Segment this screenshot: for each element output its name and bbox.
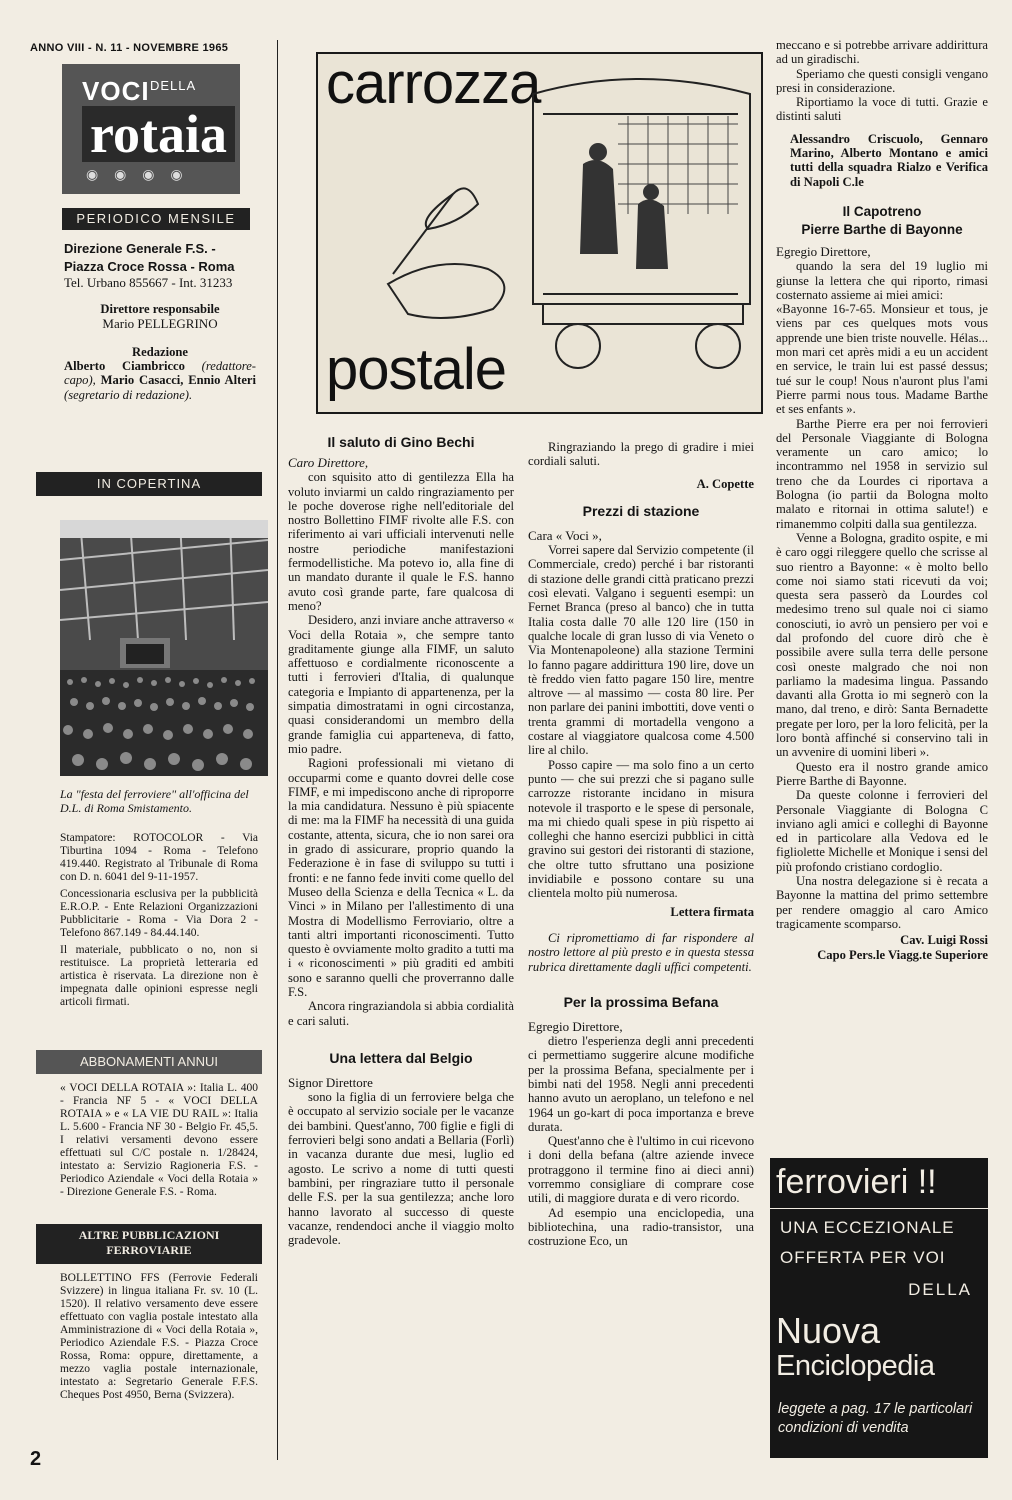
quoted-letter: «Bayonne 16-7-65. Monsieur et tous, je viens par ces quelques mots vous apprende une bien triste nouvelle. Hélas... mon mari cet après midi a eu un accident en service, le train lui est passé dessus; tué sur le coup! Nous n'auront plus l'ami Pierre parmi nous tous. Madame Barthe et ses enfants ». (776, 302, 988, 417)
paragraph: Vorrei sapere dal Servizio competente (il Commerciale, credo) perché i bar ristoranti di stazione delle grandi città praticano prezzi così elevati. Valgano i seguenti esempi: un Fernet Branca (preso al banco) che in tutta Italia costa dalle 70 alle 120 lire (150 in qualche locale di gran lusso di via Veneto o Via Montenapoleone) alla stazione Termini lo fanno pagare addirittura 190 lire, dove un tè freddo vien fatto pagare 150 lire, mentre altrove — al massimo — costa 80 lire. Per non parlare dei panini imbottiti, dove venti o trenta grammi di mortadella vengono a costare al viaggiatore qualcosa come 4.500 lire al chilo. (528, 543, 754, 758)
paragraph: dietro l'esperienza degli anni precedenti ci permettiamo suggerire alcune modifiche per la prossima Befana, specialmente per i bimbi nati del 1958. Negli anni precedenti hanno avuto un aeroplano, un telefono e nel 1964 un go-kart di poca importanza e breve durata. (528, 1034, 754, 1134)
paragraph: Venne a Bologna, gradito ospite, e mi è caro oggi rileggere quello che scrisse al suo rientro a Bayonne: « è molto bello come noi siamo stati ricevuti da voi; questa sera passerò da Lourdes col medesimo treno sul quale noi ci siamo conosciuti, io avrò un pensiero per voi e dal profondo del cuore dirò che è possibile avere sulla terra delle persone così oneste malgrado che noi non parliamo la madesima lingua. Passando davanti alla Grotta io mi segnerò con la mano, dal treno, e dirò: Santa Bernadette pregate per loro, per la loro felicità, per la loro bontà affinché si conservino tali in un avvenire di uomini liberi ». (776, 530, 988, 760)
column-rule-1 (277, 40, 278, 1460)
redazione-names: Alberto Ciambricco (redattore-capo), Mario Casacci, Ennio Alteri (segretario di redazione). (64, 359, 257, 402)
article-title-capotreno-2: Pierre Barthe di Bayonne (801, 221, 963, 237)
crowd-photo-icon (60, 520, 268, 776)
paragraph: Questo era il nostro grande amico Pierre Barthe di Bayonne. (776, 759, 988, 788)
article-title-capotreno: Il Capotreno (842, 203, 922, 219)
hero-title-top: carrozza (326, 52, 541, 116)
cover-photo (60, 520, 268, 776)
editorial-reply: Ci ripromettiamo di far rispondere al nostro lettore al più presto e in questa stessa rubrica direttamente dagli uffici competenti. (528, 930, 754, 974)
address: Direzione Generale F.S. - Piazza Croce Rossa - Roma (64, 241, 235, 274)
signature-role: Capo Pers.le Viagg.te Superiore (817, 947, 988, 962)
article-title-befana: Per la prossima Befana (563, 993, 719, 1010)
article-title-prezzi: Prezzi di stazione (582, 502, 700, 519)
paragraph: quando la sera del 19 luglio mi giunse la lettera che qui riporto, rimasi costernato assieme ai miei amici: (776, 259, 988, 302)
salutation: Egregio Direttore, (776, 243, 871, 259)
salutation: Signor Direttore (288, 1074, 373, 1090)
altre-text: BOLLETTINO FFS (Ferrovie Federali Svizzere) in lingua italiana Fr. sv. 10 (L. 1520). Il relativo versamento deve essere effettuato con vaglia postale intestato alla Amministrazione di « Voci della Rotaia », Periodico Aziendale F.S. - Piazza Croce Rossa, Roma: oppure, direttamente, a mezzo vaglia postale internazionale, intestato a: Segretario Generale F.F.S. Cheques Post 4950, Berna (Svizzera). (60, 1272, 258, 1401)
paragraph: Una nostra delegazione si è recata a Bayonne la mattina del primo settembre per rendere omaggio al caro Amico tragicamente scomparso. (776, 874, 988, 931)
paragraph: Ad esempio una enciclopedia, una bibliotechina, una radio-transistor, una costruzione Eco, un (528, 1205, 754, 1249)
article-title-belgio: Una lettera dal Belgio (329, 1049, 473, 1066)
telephone: Tel. Urbano 855667 - Int. 31233 (64, 275, 233, 290)
signature: Alessandro Criscuolo, Gennaro Marino, Alberto Montano e amici tutti della squadra Rialzo e Verifica di Napoli C.le (790, 131, 988, 189)
paragraph: meccano e si potrebbe arrivare addirittura ad un giradischi. (776, 38, 988, 67)
enciclopedia-advertisement: ferrovieri !! UNA ECCEZIONALE OFFERTA PER VOI DELLA Nuova Enciclopedia leggete a pag. 17 le particolari condizioni di vendita (770, 1158, 988, 1458)
cover-caption: La "festa del ferroviere" all'officina del D.L. di Roma Smistamento. (60, 787, 249, 815)
abbonamenti-text: « VOCI DELLA ROTAIA »: Italia L. 400 - Francia NF 5 - « VOCI DELLA ROTAIA » e « LA VIE DU RAIL »: Italia L. 5.600 - Francia NF 30 - Belgio Fr. 45,5. I relativi versamenti devono essere effettuati sul C/C postale n. 1/28424, intestato a: Servizio Ragioneria F.S. - Periodico Aziendale « Voci della Rotaia » - Direzione Generale F.S. - Roma. (60, 1082, 258, 1198)
salutation: Cara « Voci », (528, 527, 602, 543)
page-number: 2 (30, 1448, 42, 1470)
wheels-icon: ◉ ◉ ◉ ◉ (86, 166, 189, 182)
salutation: Egregio Direttore, (528, 1018, 623, 1034)
paragraph: Desidero, anzi inviare anche attraverso « Voci della Rotaia », che sempre tanto graditamente giunge alla FIMF, un saluto affettuoso e cordialmente riconoscente a tutti i ferrovieri d'Italia, di qualunque categoria e Impianto di appartenenza, per la simpatia dimostratami in ogni circostanza, quasi considerandomi un membro della grande famiglia cui appartenevа, di fatto, mio padre. (288, 613, 514, 756)
signature: Lettera firmata (670, 904, 754, 919)
paragraph: Posso capire — ma solo fino a un certo punto — che sui prezzi che si pagano sulle carrozze ristorante incidano in misura notevole il trasporto e le spese di personale, ma mi chiedo quali spese in più rispetto ai colleghi che hanno esercizi pubblici in città gravino sui gestori dei ristoranti di stazione, che oltre tutto sfruttano una posizione invidiabile e possono contare su una clientela molto più numerosa. (528, 757, 754, 901)
signature: Cav. Luigi Rossi (900, 933, 988, 948)
paragraph: sono la figlia di un ferroviere belga che è occupato al servizio sociale per le vacanze dei bambini. Quest'anno, 700 figlie e figli di ferrovieri belgi sono andati a Bellaria (Forlì) in vacanza durante due mesi, luglio ed agosto. Le scrivo a nome di tutti questi bambini, per ringraziare tutto il personale delle F.S. per la sua gentilezza; anche loro hanno lavorato al successo di queste vacanze, rendendoci anche il viaggio molto gradevole. (288, 1090, 514, 1248)
signature: A. Copette (696, 476, 754, 491)
hero-title-bottom: postale (326, 337, 507, 402)
paragraph: Speriamo che questi consigli vengano presi in considerazione. (776, 66, 988, 95)
redazione-label: Redazione (132, 344, 188, 359)
abbonamenti-band: ABBONAMENTI ANNUI (36, 1050, 262, 1074)
altre-pubblicazioni-band: ALTRE PUBBLICAZIONI FERROVIARIE (36, 1224, 262, 1264)
stampatore: Stampatore: ROTOCOLOR - Via Tiburtina 1094 - Roma - Telefono 419.440. Registrato al Tribunale di Roma con D. n. 6041 del 9-11-1957. (60, 832, 258, 883)
paragraph: Ancora ringraziandola si abbia cordialità e cari saluti. (288, 999, 514, 1028)
paragraph: Ringraziando la prego di gradire i miei cordiali saluti. (528, 440, 754, 469)
paragraph: Da queste colonne i ferrovieri del Personale Viaggiante di Bologna C inviano agli amici e colleghi di Bayonne ed in particolare alla Vedova ed le figliolette Michelle et Monique i sensi del più profondo cristiano cordoglio. (776, 788, 988, 874)
paragraph: Barthe Pierre era per noi ferrovieri del Personale Viaggiante di Bologna veramente un caro amico; lo incontrammo nel 1958 in servizio sul treno che da Lourdes ci riportava a Bologna (io partii da Bologna molto malato e ritornai in ottima salute!) e rimanemmo colpiti dalla sua gentilezza. (776, 416, 988, 531)
mail-car-drawing-icon (318, 54, 761, 412)
materiale-note: Il materiale, pubblicato o no, non si restituisce. La proprietà letteraria ed artistica è riservata. La direzione non è impegnata dalle opinioni espresse negli articoli firmati. (60, 944, 258, 1008)
voci-della-rotaia-logo: VOCI DELLA rotaia ◉ ◉ ◉ ◉ (62, 64, 240, 194)
direttore-name: Mario PELLEGRINO (102, 315, 218, 331)
paragraph: Quest'anno che è l'ultimo in cui ricevono i doni della befana (altre aziende invece protraggono il termine fino ai dieci anni) vorremmo consigliare di comprare cose utili, di maggiore durata e di vero ricordo. (528, 1134, 754, 1206)
salutation: Caro Direttore, (288, 455, 369, 470)
paragraph: con squisito atto di gentilezza Ella ha voluto inviarmi un caldo ringraziamento per le poche doverose righe nell'editoriale del nostro Bollettino FIMF rivolte alle F.S. con riferimento ai vari ufficiali intervenuti nelle nostre periodiche manifestazioni fermodellistiche. Ma potevo io, alla fine di un mandato durante il quale le F.S. hanno avuto così grande parte, fare qualcosa di meno? (288, 470, 514, 613)
issue-line: ANNO VIII - N. 11 - NOVEMBRE 1965 (30, 42, 229, 54)
article-title-gino-bechi: Il saluto di Gino Bechi (327, 434, 475, 450)
direttore-label: Direttore responsabile (100, 302, 220, 317)
concessionaria: Concessionaria esclusiva per la pubblicità E.R.O.P. - Ente Relazioni Organizzazioni Pubblicitarie - Roma - Via Dora 2 - Telefono 867.149 - 84.44.140. (60, 888, 258, 939)
carrozza-postale-illustration (316, 52, 763, 414)
copertina-band: IN COPERTINA (36, 472, 262, 496)
periodico-band: PERIODICO MENSILE (62, 208, 250, 230)
paragraph: Riportiamo la voce di tutti. Grazie e distinti saluti (776, 95, 988, 124)
paragraph: Ragioni professionali mi vietano di occuparmi come e quanto dovrei delle cose FIMF, e mi impediscono anche di riproporre la mia candidatura. Nessuno è più spiacente di me: ma la FIMF ha necessità di una guida costante, attenta, sicura, che io non sarei ora in grado di assicurare, proprio quando la Federazione è in fase di sviluppo su tutti i fronti: e ne fanno fede inviti come quello del Museo della Scienza e della Tecnica « L. da Vinci » in Milano per l'allestimento di una Mostra di Modellismo Ferroviario, oltre a tanti altri importanti riconoscimenti. Tutto questo è ovviamente molto gradito a tutti ma i « riconoscimenti » più graditi ed ambiti sono e saranno quelli che proverranno dalle F.S. (288, 756, 514, 999)
